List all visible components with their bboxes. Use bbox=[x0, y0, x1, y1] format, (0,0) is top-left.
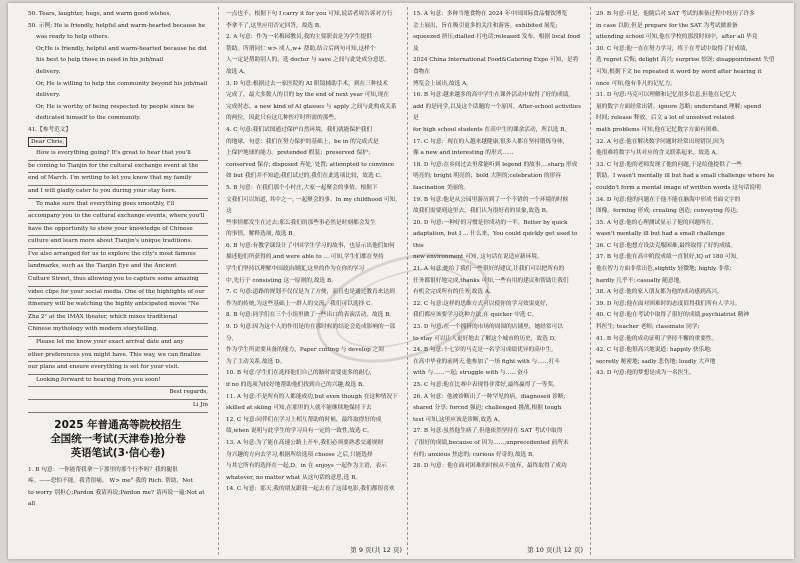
text-line: 50. Tears, laughter, hugs, and warm good wishes. bbox=[28, 11, 172, 17]
text-line: 科医生; teacher 老师; classmate 同学; bbox=[596, 324, 700, 331]
greeting-text: Dear Chris, bbox=[28, 137, 67, 147]
text-line: dedicated himself to the community. bbox=[36, 115, 141, 122]
text-line: 18. D 句意:在乡间过去里常能听到 legend 的故事,...sharp 形成 bbox=[413, 161, 578, 168]
column-1 bbox=[28, 9, 208, 511]
text-line: new environment 可知, 这句话在说适应新环境。 bbox=[413, 254, 543, 261]
text-line: conserved 保存; disposed 弃处, 处置; attempted to convince bbox=[226, 161, 395, 168]
text-line: 完成了，最大多数人的目的 by the end of next year 可知,现在 bbox=[226, 92, 390, 99]
text-line: 33. C 句意:他的老师发现了他的问题,于是给他提供了一些 bbox=[596, 161, 742, 168]
text-line: 些事情都发生在过去;那么我们的那些事必然是时刻都会发生 bbox=[226, 219, 376, 226]
text-line: 4. C 句意:我们试图通过保护自然环境，我们就能保护我们 bbox=[226, 126, 373, 133]
text-line: shared 分享; forced 强迫; challenged 挑战,根据 tough bbox=[413, 405, 562, 412]
text-line: math problems 可知,他在记忆数字方面有困难。 bbox=[596, 126, 723, 133]
text-line: 完成时态。a new kind of AI glasses 与 apply 之间与此构成关系 bbox=[226, 103, 397, 110]
text-line: 任务都很好地完成,thanks 可知,一些有用的建议和帮助让我们 bbox=[413, 277, 569, 284]
text-line: 17. C 句意：现在的人越来越健康,很多人都在坚持锻炼身体, bbox=[413, 138, 565, 145]
greeting bbox=[28, 137, 208, 149]
text-line: 24. B 句意:十七岁的马克是一名学习成绩优异的高中生, bbox=[413, 347, 554, 354]
text-line: 学生们坚持以理解中国政治制度,这里的作为在你的学习 bbox=[226, 266, 365, 273]
text-line: 32. A 句意:他在解决数学问题时经常出现错误,因为 bbox=[596, 138, 725, 145]
text-line: 12. C 句意:同伴们在学习上相互帮助的时候，最终取得好的成 bbox=[226, 416, 382, 423]
text-line: 的两位，因此只有这几种医疗时所需的那些。 bbox=[226, 115, 340, 122]
text-line: 26. A 句意：他被诊断出了一种罕见的病，diagnosed 诊断; bbox=[413, 393, 566, 400]
text-line: 描述他们所获得的,and were able to ... 可知,学生们都在坚持 bbox=[226, 254, 384, 261]
essay-line: How is everything going? It's great to hear that you'll bbox=[28, 148, 208, 161]
text-line: 42. C 句意:他很高兴地说道: happily 快乐地; bbox=[596, 347, 712, 354]
text-line: 2. A 句意：作为一名梅园教员,我的主要职责是为学生提供 bbox=[226, 34, 372, 41]
text-line: test 可知,这里应该是诊断,故选 A。 bbox=[413, 416, 504, 423]
text-line: 中,先行于 consisting 这一原则的,故选 B。 bbox=[226, 277, 337, 284]
essay-line: culture and learn more about Tianjin's unique traditions. bbox=[28, 236, 208, 249]
text-line: his best to help those in need in his job/mail bbox=[36, 57, 164, 64]
text-line: secretly 秘密地; sadly 悲伤地; loudly 大声地 bbox=[596, 358, 716, 365]
essay-line: have the opportunity to show your knowledge of Chinese bbox=[28, 224, 208, 237]
column-divider bbox=[590, 7, 591, 555]
text-line: skilled at skiing 可知,在那里的人就不能继续地保持下去 bbox=[226, 405, 372, 412]
text-line: 34. D 句意:他的问题在于他不能在脑海中形成书面文字的 bbox=[596, 196, 741, 203]
essay-line: Please let me know your exact arrival date and any bbox=[28, 337, 208, 350]
text-line: 39. D 句意:他在面对困难时的态度值得我们所有人学习。 bbox=[596, 300, 741, 307]
text-line: 故我们需要到这里去，我们认为很好看的景象,故选 B。 bbox=[413, 208, 552, 215]
text-line: 30. C 句意:他一直在努力学习，终于在考试中取得了好成绩, bbox=[596, 45, 748, 52]
exam-title-line: 全国统一考试(天津卷)抢分卷 bbox=[50, 432, 186, 445]
text-line: 28. D 句意：他在面对困难的时候从不放弃，最终取得了成功 bbox=[413, 463, 567, 470]
text-line: 20. D 句意:一种好的习惯是你成功的一半。Better by quick bbox=[413, 219, 568, 226]
text-line: Or, He is willing to help the community beyond his job/mail bbox=[36, 80, 208, 87]
text-line: 他很难将数字与其对应的含义联系起来。故选 A。 bbox=[596, 150, 722, 157]
text-line: 29. B 句意:可是，他随后对 SAT 考试的准备过程中经历了许多 bbox=[596, 11, 755, 17]
text-line: 25. C 句意:他在比赛中表现得非常好,最终赢得了一等奖。 bbox=[413, 382, 559, 388]
text-line: 作为的传统,为这些基础上一群人的交流，我们可以选择 C。 bbox=[226, 300, 377, 307]
text-line: 量的数字方面经常出错。ignore 忽略; understand 理解; spend bbox=[596, 103, 762, 110]
text-line: to stay 可以让人更好地去了解这个城市的历史，故选 D。 bbox=[413, 335, 560, 342]
column-4 bbox=[596, 9, 782, 380]
text-line: whatever, no matter what 从这句话的意思,选 B。 bbox=[226, 474, 362, 481]
essay-line: I've also arranged for us to explore the city's most famous bbox=[28, 249, 208, 262]
essay-line: landmarks, such as the Tianjin Eye and the Ancient bbox=[28, 261, 208, 274]
text-line: once 可知,他有非凡的记忆力。 bbox=[596, 80, 676, 87]
text-line: if no 的选项为较好地帮助他们找到自己的兴趣,故选 B。 bbox=[226, 382, 368, 388]
essay-line: To make sure that everything goes smoothly, I'll bbox=[28, 199, 208, 212]
text-line: 15. A 句意：多种当地食物在 2024 年中国国际食品餐饮博览 bbox=[413, 11, 568, 17]
text-line: 10. B 句意:学生们在选择他们自己的路时需要更多的耐心, bbox=[226, 370, 372, 377]
text-line: 35. A 句意:他的心理测试显示了他的问题所在, bbox=[596, 219, 714, 226]
answer-sheet bbox=[8, 3, 794, 559]
text-line: 40. C 句意:他在考试中取得了很好的成绩,psychiatrist 精神 bbox=[596, 312, 750, 319]
essay-line: and I will gladly cater to you during your stay here. bbox=[28, 186, 208, 199]
text-line: adaptation, but I ... 什么来，You could quickly get used to this bbox=[413, 231, 578, 249]
text-line: 19. B 句意:他是从公园里游历到了一个不错的一个环境的时候 bbox=[413, 196, 569, 203]
text-line: 博览会上展出,故选 A。 bbox=[413, 80, 472, 87]
essay-line: Chinese mythology with modern storytelling. bbox=[28, 324, 208, 337]
text-line: 作为学生所需要具备的能力，Paper cutting 与 develop 之间 bbox=[226, 347, 384, 354]
text-line: 他在智力方面非常出色,slightly 轻微地; highly 非常; bbox=[596, 266, 732, 273]
essay-line: itinerary will be watching the highly anticipated movie "Ne bbox=[28, 299, 208, 312]
text-line: attending school 可知,他在学校的那段时间中，after all 毕竟 bbox=[596, 34, 758, 41]
text-line: 时间; release 释放。后文 a lot of unsolved related bbox=[596, 115, 735, 122]
text-line: 可知,根据下文 he repeated it word by word after hearing it bbox=[596, 68, 762, 75]
text-line: 疼。——恐怕不能。我背很痛。 W> me° 我的 Rich. 帮助，Not bbox=[28, 478, 193, 485]
text-line: 如 but 我们并不知道;我们试过的,我们在此选项比较，故选 C。 bbox=[226, 173, 386, 180]
text-line: 会上展出，旨在吸引更多的关注和游客。exhibited 展览; bbox=[413, 22, 558, 29]
essay-line: accompany you to the cultural exchange events, where you'll bbox=[28, 211, 208, 224]
text-line: to worry 别担心;Pardon 我请再说;Pardon me? 请再说一遍;Not at all bbox=[28, 489, 205, 508]
text-line: 帮助。I wasn't mentally ill but had a small challenge where he bbox=[596, 173, 775, 180]
text-line: 9. D 句意:因为这个人的作用是的在那时候的结论会造成影响的一部分, bbox=[226, 324, 396, 342]
text-line: 帮助。所谓同仁 w> 成人,w+ 帮助,结合后两句可知,这样个 bbox=[226, 45, 376, 52]
text-line: 选 regret 后悔; delight 高兴; surprise 惊讶; disappointment 失望 bbox=[596, 57, 775, 64]
text-line: 7. C 句意:道路的规划不仅仅是为了方便，而且也是通过教育来达到 bbox=[226, 289, 395, 296]
text-line: 与其它所有的选择在一起,D。in 在 enjoys 一起作为主语，表示 bbox=[226, 463, 387, 470]
text-line: 3. D 句意:根据过去一家医院的 AI 眼镜辅助手术，到在三种技术 bbox=[226, 80, 388, 87]
text-line: Or,He is friendly, helpful and warm-hearted because he did bbox=[36, 45, 207, 52]
page-footer-10: 第 10 页(共 12 页) bbox=[527, 546, 583, 554]
text-line: 50. 示例: He is friendly, helpful and warm-hearted because he bbox=[28, 22, 206, 29]
text-line: 13. A 句意:为了能在高速公路上开车,我们必须要熟悉交通规则 bbox=[226, 439, 383, 446]
closing: Best regards, bbox=[28, 387, 208, 400]
text-line: 41. B 句意:他的成功证明了坚持不懈的重要性。 bbox=[596, 335, 718, 342]
text-line: fascination 美丽的。 bbox=[413, 184, 470, 191]
text-line: was ready to help others. bbox=[36, 34, 110, 41]
text-line: add 的是同学,以及这个话题的一个原因。After-school activities 是 bbox=[413, 103, 582, 122]
essay-line: other preferences you might have. This way, we can finalize bbox=[28, 350, 208, 363]
text-line: 有的; anxious 焦虑的; curious 好奇的,故选 B。 bbox=[413, 451, 538, 458]
exam-title bbox=[28, 418, 208, 460]
text-line: 图像。forming 形成; creating 创造; conveying 传达; bbox=[596, 208, 738, 215]
text-line: 36. C 句意:他想方设法克服困难,最终取得了好的成绩。 bbox=[596, 242, 737, 249]
text-line: 上保护地球的能力。pretended 假装；preserved 保护； bbox=[226, 150, 374, 157]
text-line: 文我们可以知道, 其中之一, 一起聚会的事。In my childhood 可知,这 bbox=[226, 196, 398, 215]
text-line: couldn't form a mental image of written words 这句话说明 bbox=[596, 184, 761, 191]
text-line: 为了主动关系,故选 D。 bbox=[226, 358, 286, 365]
essay-line: be coming to Tianjin for the cultural exchange event at the bbox=[28, 161, 208, 174]
text-line: delivery. bbox=[36, 92, 61, 99]
essay-line: Culture Street, thus allowing you to capture some amazing bbox=[28, 274, 208, 287]
text-line: 一点也不。根据下句 I carry it for you 可知,说话者周告诉对方行 bbox=[226, 11, 393, 17]
text-line: 23. D 句意:在一个拥挤的市场的周围的店铺里，她经常可以 bbox=[413, 324, 563, 331]
text-line: 43. D 句意:他的梦想是成为一名医生。 bbox=[596, 370, 695, 377]
exam-title-line: 2025 年普通高等院校招生 bbox=[54, 418, 182, 431]
exam-title-line: 英语笔试(3·信心卷) bbox=[70, 446, 166, 459]
text-line: 37. B 句意:他在高中阶段成绩一直很好,IQ of 180 可知, bbox=[596, 254, 739, 261]
text-line: 李拿不了,这里应用否定回答，故选 B。 bbox=[226, 22, 325, 29]
text-line: 31. D 句意:马克可以理解和记忆很多信息,但他在记忆大 bbox=[596, 92, 737, 99]
text-line: 有机会完成所有的任务,故选 A。 bbox=[413, 289, 495, 296]
text-line: 了很好的成绩,because of 因为……,unprecedented 前所未 bbox=[413, 439, 569, 446]
text-line: 8. B 句意:同学们在三个小组里做了一些出口的表演活动。故选 B。 bbox=[226, 312, 395, 319]
essay-line: Zha 2" at the IMAX theater, which mixes traditional bbox=[28, 312, 208, 325]
text-line: 故选 A。 bbox=[226, 68, 249, 75]
essay-line: video clips for your social media. One of the highlights of our bbox=[28, 287, 208, 300]
text-line: 在高中毕业的前两天,他参加了一场 fight with 与……打斗 bbox=[413, 358, 560, 365]
signature: Li Jin bbox=[28, 400, 208, 413]
text-line: 身兴趣的方向去学习,根据所给选项 choose 之后,只能选择 bbox=[226, 451, 373, 458]
text-line: 14. C 句意：那天,我的朋友跟我一起去看了这部电影,我们都很喜欢 bbox=[226, 486, 395, 493]
text-line: squeezed 挤压;dialled 打电话;released 发布。根据 local food 及 bbox=[413, 34, 581, 52]
text-line: in case 以防,但是 prepare for the SAT 为考试做准备 bbox=[596, 22, 738, 29]
text-line: 2024 China International Food&Catering Expo 可知，是将食物在 bbox=[413, 57, 579, 75]
text-line: Or, He is worthy of being respected by people since he bbox=[36, 103, 195, 110]
text-line: 27. B 句意:虽然他生病了,但他依然坚持在 SAT 考试中取得 bbox=[413, 428, 563, 435]
text-line: 的地球。句意：我们在努力保护的基础上，be in 的完成式是 bbox=[226, 138, 379, 145]
page-footer-9: 第 9 页(共 12 页) bbox=[350, 546, 402, 554]
text-line: hardly 几乎不; casually 随意地。 bbox=[596, 277, 685, 284]
essay-line: Looking forward to hearing from you soon! bbox=[28, 375, 208, 388]
essay-label: 41.【参考范文】 bbox=[28, 126, 72, 133]
text-line: delivery. bbox=[36, 68, 61, 75]
text-line: with 与……一起; struggle with 与……奋斗 bbox=[413, 370, 529, 377]
text-line: 的事情，解释选项, 故选 B。 bbox=[226, 231, 299, 238]
text-line: 11. A 句意:不是所有的人都能成功,but even though 在这种情况下 bbox=[226, 393, 398, 400]
text-line: 明亮的; bright 明亮的；bold 大胆的;celebration 的形容 bbox=[413, 173, 561, 180]
essay-body bbox=[28, 148, 208, 412]
column-divider bbox=[218, 7, 219, 555]
text-line: wasn't mentally ill but had a small challenge bbox=[596, 231, 725, 238]
text-line: 16. B 句意:越来越多的高中学生在课外活动中取得了好的成绩, bbox=[413, 92, 571, 99]
text-line: 1. B 句意：一你能帮我拿一下那里的那个行李吗？我的腿很 bbox=[28, 466, 178, 473]
text-line: 绩,when 说明与此学生的学习具有一定的一致性,故选 C。 bbox=[226, 428, 373, 435]
text-line: 5. B 句意：在我们那个小村庄,大家一起聚会的事情。根据下 bbox=[226, 184, 378, 191]
text-line: 我们都应该要学习这种方法,在 quicker 中选 C。 bbox=[413, 312, 538, 319]
column-2 bbox=[226, 9, 401, 496]
text-line: 6. B 句意:有教学课设计了中国学生学习的故事，也显示出他们如何 bbox=[226, 242, 395, 249]
text-line: for high school students 在高中生的课余活动，所以选 B。 bbox=[413, 126, 571, 133]
text-line: 人一定是帮助别人的。选 doctor 与 save 之间与此处成分意思, bbox=[226, 57, 387, 64]
text-line: 像 a new and interesting 的形式…… bbox=[413, 150, 514, 157]
text-line: 38. A 句意:他的家人朋友都为他的成功感到高兴， bbox=[596, 289, 723, 296]
text-line: 21. A 句意:她给了我们一些很好的建议,让我们可以把所有的 bbox=[413, 266, 565, 273]
essay-line: our plans and ensure everything is set for your visit. bbox=[28, 362, 208, 375]
text-line: 22. C 句意:这样的思维方式可以使你的学习效果更好， bbox=[413, 300, 552, 307]
essay-line: end of March. I'm writing to let you know that my family bbox=[28, 173, 208, 186]
